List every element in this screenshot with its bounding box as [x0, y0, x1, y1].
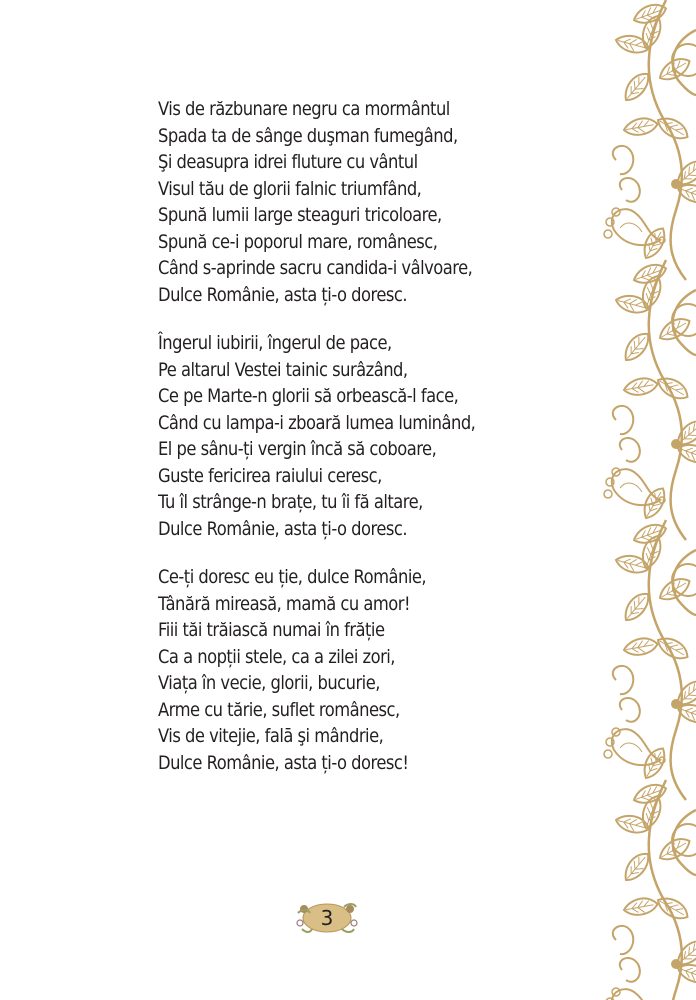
poem-line: Tu îl strânge-n brațe, tu îi fă altare, — [158, 491, 423, 513]
poem-line: Vis de răzbunare negru ca mormântul — [158, 98, 450, 120]
poem-line: Pe altarul Vestei tainic surâzând, — [158, 358, 408, 381]
poem-line: Ca a nopții stele, ca a zilei zori, — [158, 645, 395, 668]
page-number-badge — [294, 899, 360, 937]
poem-line: Viața în vecie, glorii, bucurie, — [158, 672, 380, 694]
stanza-2 — [158, 330, 578, 542]
poem-line: Când cu lampa-i zboară lumea luminând, — [158, 411, 476, 434]
poem-line: Şi deasupra idrei fluture cu vântul — [158, 151, 418, 173]
poem-line: Îngerul iubirii, îngerul de pace, — [158, 332, 392, 354]
poem-line: Dulce Românie, asta ți-o doresc. — [158, 283, 408, 306]
poem-line: El pe sânu-ți vergin încă să coboare, — [158, 438, 437, 460]
poem-line: Ce pe Marte-n glorii să orbească-l face, — [158, 385, 459, 407]
poem-line: Spună ce-i poporul mare, românesc, — [158, 230, 438, 253]
poem-line: Arme cu tărie, suflet românesc, — [158, 698, 400, 721]
floral-border-decoration — [586, 0, 696, 1000]
poem-line: Vis de vitejie, falā şi mândrie, — [158, 725, 384, 747]
poem-line: Guste fericirea raiului ceresc, — [158, 464, 382, 487]
page-number: 3 — [320, 906, 334, 930]
poem-line: Spada ta de sânge duşman fumegând, — [158, 124, 458, 147]
poem-line: Visul tău de glorii falnic triumfând, — [158, 177, 422, 200]
poem-line: Tânără mireasă, mamă cu amor! — [158, 592, 411, 615]
poem-line: Spună lumii large steaguri tricoloare, — [158, 204, 442, 226]
stanza-3 — [158, 564, 578, 776]
poem — [158, 96, 578, 798]
poem-line: Ce-ți doresc eu ție, dulce Românie, — [158, 566, 427, 588]
stanza-1 — [158, 96, 578, 308]
poem-line: Dulce Românie, asta ți-o doresc. — [158, 517, 408, 540]
poem-line: Fiii tăi trăiască numai în frăție — [158, 619, 385, 641]
poem-line: Când s-aprinde sacru candida-i vâlvoare, — [158, 257, 473, 279]
poem-line: Dulce Românie, asta ți-o doresc! — [158, 751, 409, 774]
